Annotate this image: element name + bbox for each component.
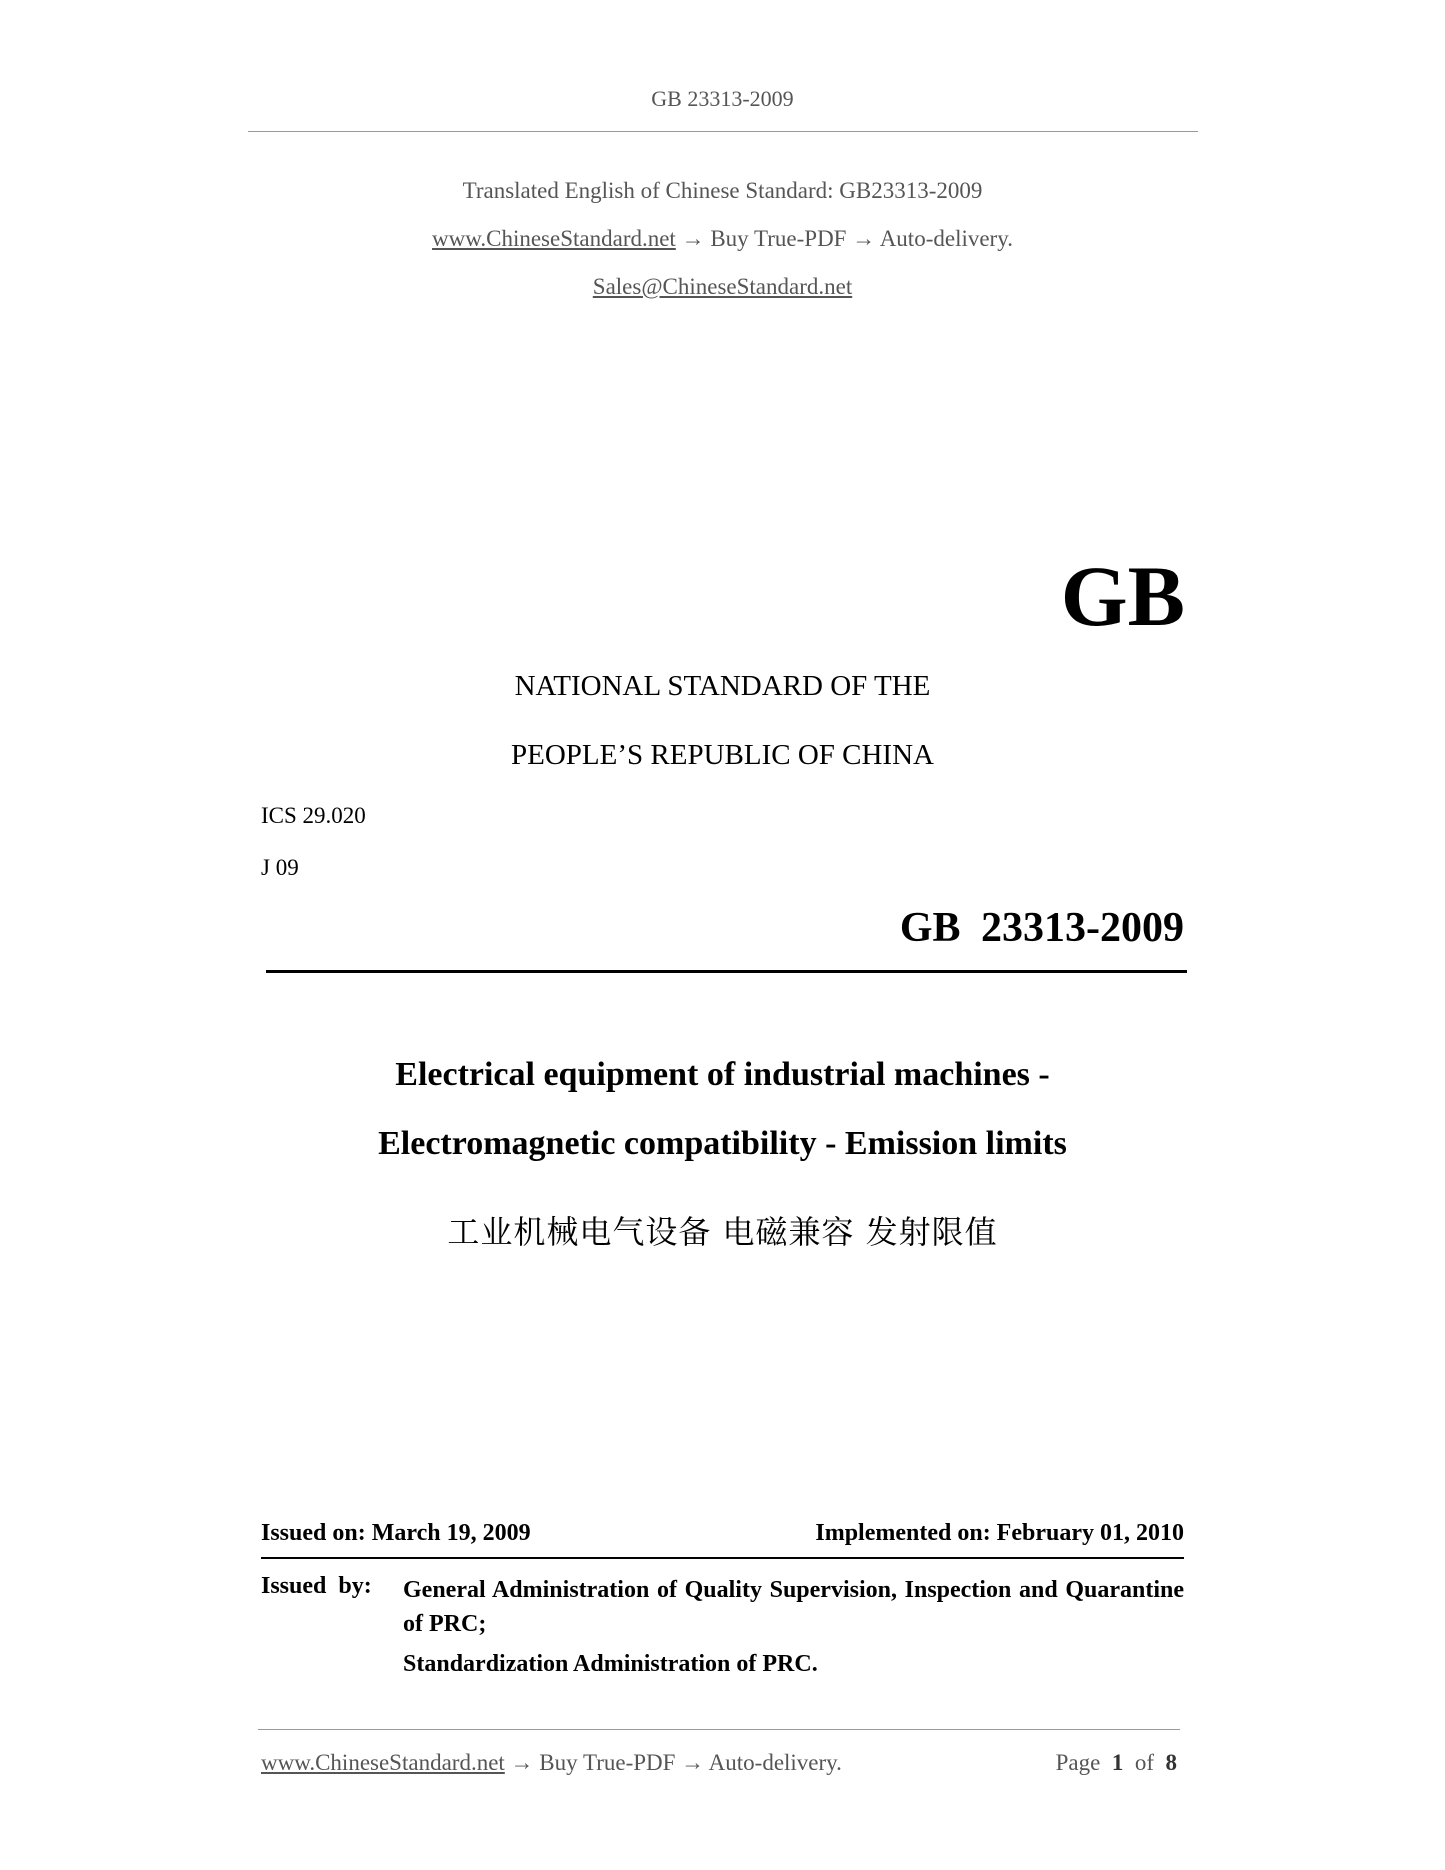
footer-promo [261,1750,842,1776]
issuer-org-1: General Administration of Quality Supervision, Inspection and Quarantine of PRC; [403,1577,1184,1637]
implemented-on-date: Implemented on: February 01, 2010 [815,1520,1184,1546]
header-divider [248,131,1198,132]
promo-suffix: → Buy True-PDF → Auto-delivery. [675,226,1013,251]
issued-on-date: Issued on: March 19, 2009 [261,1520,531,1546]
footer-promo-suffix: → Buy True-PDF → Auto-delivery. [504,1750,842,1775]
page-total: 8 [1165,1750,1177,1775]
promo-line [0,226,1445,252]
ccs-code: J 09 [261,855,299,880]
website-link[interactable]: www.ChineseStandard.net [432,226,676,251]
ics-code: ICS 29.020 [261,803,366,828]
page-of: of [1134,1750,1154,1775]
title-chinese: 工业机械电气设备 电磁兼容 发射限值 [447,1213,998,1251]
page-current: 1 [1111,1750,1124,1775]
page-label: Page [1055,1750,1101,1775]
title-en-line-1: Electrical equipment of industrial machines - [395,1056,1050,1093]
standard-number: GB 23313-2009 [899,905,1184,951]
issuer-org-2: Standardization Administration of PRC. [403,1651,818,1677]
national-standard-line-2: PEOPLE’S REPUBLIC OF CHINA [511,739,934,771]
national-standard-line-1: NATIONAL STANDARD OF THE [514,670,931,702]
translation-notice: Translated English of Chinese Standard: GB23313-2009 [462,178,983,203]
standard-number-rule [266,970,1187,973]
email-link[interactable]: Sales@ChineseStandard.net [592,274,853,299]
gb-logo: GB [1060,548,1185,644]
issued-by-label: Issued by: [261,1573,372,1599]
email-line [0,274,1445,300]
dates-rule [261,1557,1184,1559]
running-header: GB 23313-2009 [651,86,794,111]
footer-divider [258,1729,1180,1730]
page-indicator [1056,1750,1177,1776]
footer-website-link[interactable]: www.ChineseStandard.net [261,1750,505,1775]
title-en-line-2: Electromagnetic compatibility - Emission limits [378,1125,1067,1162]
